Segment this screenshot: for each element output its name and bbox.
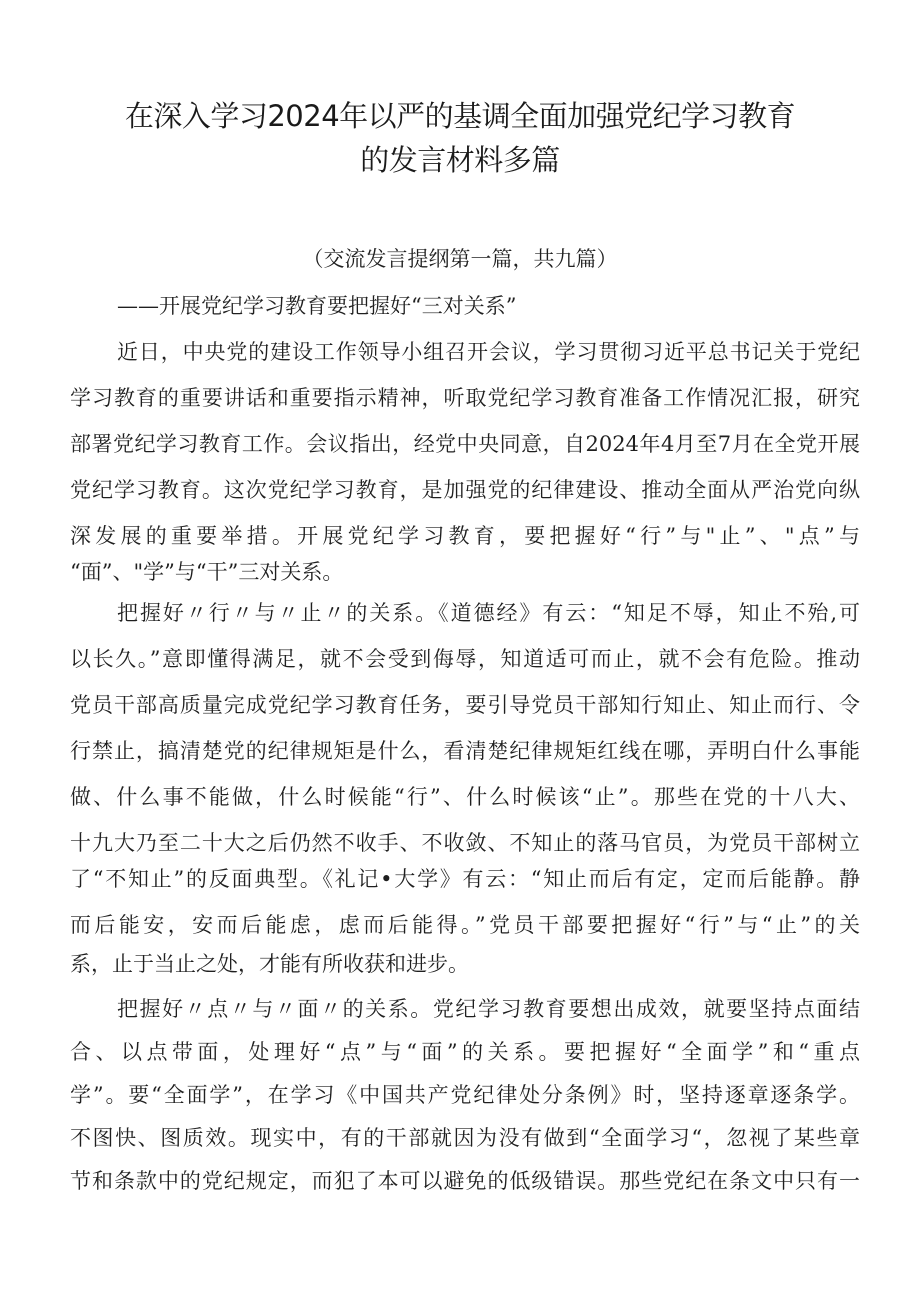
paragraph-line: 做、什么事不能做，什么时候能“行”、什么时候该“止”。那些在党的十八大、 [70, 785, 860, 809]
paragraph-line: 学”。要“全面学”，在学习《中国共产党纪律处分条例》时，坚持逐章逐条学。 [70, 1083, 860, 1107]
paragraph-line: 以长久。”意即懂得满足，就不会受到侮辱，知道适可而止，就不会有危险。推动 [70, 647, 860, 671]
paragraph-line: 近日，中央党的建设工作领导小组召开会议，学习贯彻习近平总书记关于党纪 [117, 340, 860, 364]
paragraph-line: 不图快、图质效。现实中，有的干部就因为没有做到“全面学习“，忽视了某些章 [70, 1126, 860, 1150]
paragraph-line: 党纪学习教育。这次党纪学习教育，是加强党的纪律建设、推动全面从严治党向纵 [70, 478, 860, 502]
paragraph-line: 节和条款中的党纪规定，而犯了本可以避免的低级错误。那些党纪在条文中只有一 [70, 1169, 860, 1193]
paragraph-line: 行禁止，搞清楚党的纪律规矩是什么，看清楚纪律规矩红线在哪，弄明白什么事能 [70, 739, 860, 763]
paragraph-line: 合、以点带面，处理好“点”与“面”的关系。要把握好“全面学”和“重点 [70, 1040, 860, 1064]
paragraph-line: 而后能安，安而后能虑，虑而后能得。”党员干部要把握好“行”与“止”的关 [70, 913, 860, 937]
document-title-line-2: 的发言材料多篇 [360, 143, 560, 177]
paragraph-line: 把握好〃点〃与〃面〃的关系。党纪学习教育要想出成效，就要坚持点面结 [117, 997, 860, 1021]
document-subtitle: （交流发言提纲第一篇，共九篇） [302, 247, 618, 271]
paragraph-line: “面”、"学”与“干”三对关系。 [70, 560, 344, 584]
paragraph-line: 把握好〃行〃与〃止〃的关系。《道德经》有云：“知足不辱，知止不殆,可 [117, 601, 860, 625]
paragraph-line: 十九大乃至二十大之后仍然不收手、不收敛、不知止的落马官员，为党员干部树立 [70, 831, 860, 855]
paragraph-line: 学习教育的重要讲话和重要指示精神，听取党纪学习教育准备工作情况汇报，研究 [70, 386, 860, 410]
paragraph-line: 系，止于当止之处，才能有所收获和进步。 [70, 952, 469, 976]
paragraph-line: 党员干部高质量完成党纪学习教育任务，要引导党员干部知行知止、知止而行、令 [70, 693, 860, 717]
paragraph-line: 深发展的重要举措。开展党纪学习教育，要把握好“行”与"止”、"点”与 [70, 524, 860, 548]
paragraph-line: 了“不知止”的反面典型。《礼记•大学》有云：“知止而后有定，定而后能静。静 [70, 867, 860, 891]
document-theme: ——开展党纪学习教育要把握好“三对关系” [117, 294, 517, 318]
document-title-line-1: 在深入学习2024年以严的基调全面加强党纪学习教育 [124, 99, 796, 133]
paragraph-line: 部署党纪学习教育工作。会议指出，经党中央同意，自2024年4月至7月在全党开展 [70, 432, 860, 456]
